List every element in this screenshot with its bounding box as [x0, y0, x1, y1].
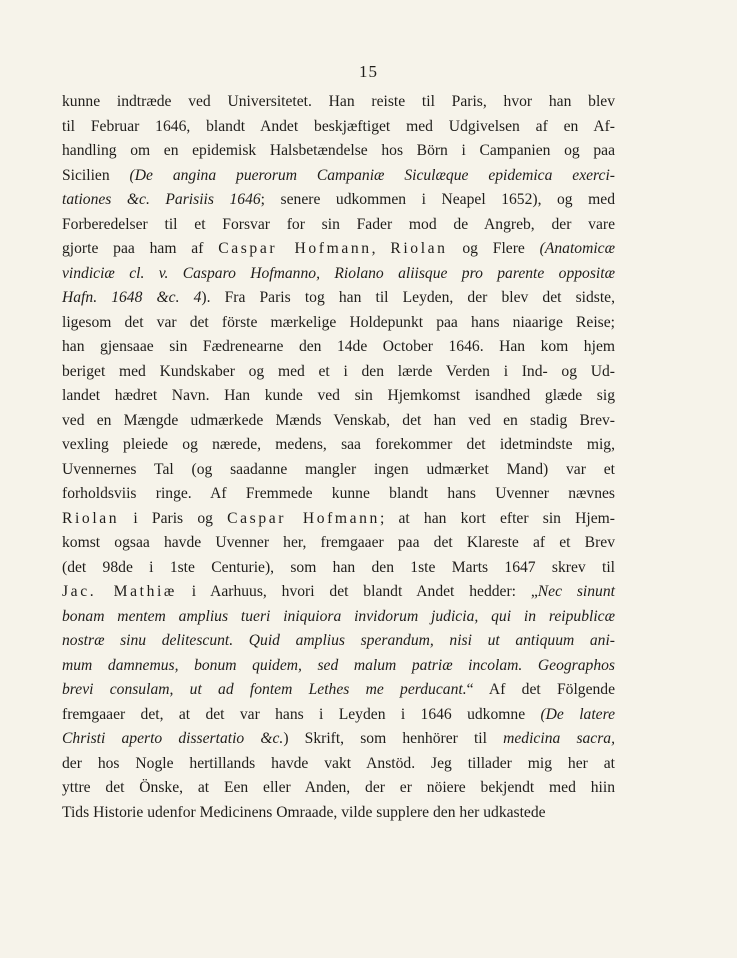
text-segment: han gjensaae sin Fædrenearne den 14de October 1646. Han kom hjem — [62, 338, 615, 355]
text-segment: i Aarhuus, hvori det blandt Andet hedder: „ — [176, 583, 538, 600]
text-line — [62, 335, 615, 360]
text-segment: forholdsviis ringe. Af Fremmede kunne blandt hans Uvenner nævnes — [62, 485, 615, 502]
text-segment: ; senere udkommen i Neapel 1652), og med — [260, 191, 615, 208]
italic-text: Nec sinunt — [537, 583, 615, 600]
italic-text: nostræ sinu delitescunt. Quid amplius sperandum, nisi ut antiquum ani- — [62, 632, 615, 649]
spaced-name: Caspar Hofmann — [218, 240, 372, 257]
text-segment: Forberedelser til et Forsvar for sin Fader mod de Angreb, der vare — [62, 215, 615, 233]
text-segment: landet hædret Navn. Han kunde ved sin Hjemkomst isandhed glæde sig — [62, 387, 615, 404]
text-line — [62, 605, 615, 630]
italic-text: (Anatomicæ — [539, 240, 615, 257]
text-line — [62, 629, 615, 654]
text-segment: , — [371, 240, 391, 257]
text-segment: Tids Historie udenfor Medicinens Omraade, vilde supplere den her udkastede — [62, 803, 546, 821]
text-line — [62, 286, 615, 311]
text-line — [62, 139, 615, 164]
text-segment: ). Fra Paris tog han til Leyden, der blev det sidste, — [201, 289, 615, 306]
text-segment: yttre det Önske, at Een eller Anden, der er nöiere bekjendt med hiin — [62, 779, 615, 796]
text-line — [62, 90, 615, 115]
text-line — [62, 507, 615, 532]
text-segment: vexling pleiede og nærede, medens, saa forekommer det idetmindste mig, — [62, 436, 615, 453]
text-segment: ved en Mængde udmærkede Mænds Venskab, det han ved en stadig Brev- — [62, 411, 615, 429]
text-line — [62, 409, 615, 434]
text-segment: og Flere — [447, 240, 540, 257]
text-line — [62, 580, 615, 605]
text-line — [62, 482, 615, 507]
spaced-name: Riolan — [390, 240, 448, 257]
text-segment: kunne indtræde ved Universitetet. Han reiste til Paris, hvor han blev — [62, 93, 615, 110]
spaced-name: Caspar Hofmann — [227, 509, 380, 527]
text-segment: ) Skrift, som henhörer til — [283, 730, 504, 747]
body-text — [62, 90, 615, 825]
text-segment: (det 98de i 1ste Centurie), som han den 1ste Marts 1647 skrev til — [62, 558, 615, 576]
text-line — [62, 213, 615, 238]
text-segment: ; at han kort efter sin Hjem- — [379, 509, 615, 527]
text-line — [62, 237, 615, 262]
text-segment: til Februar 1646, blandt Andet beskjæftiget med Udgivelsen af en Af- — [62, 117, 615, 135]
italic-text: bonam mentem amplius tueri iniquiora invidorum judicia, qui in reipublicæ — [62, 607, 615, 625]
text-segment: der hos Nogle hertillands havde vakt Anstöd. Jeg tillader mig her at — [62, 754, 615, 772]
italic-text: brevi consulam, ut ad fontem Lethes me perducant. — [62, 681, 467, 698]
italic-text: Christi aperto dissertatio &c. — [62, 730, 284, 747]
text-line — [62, 188, 615, 213]
text-line — [62, 360, 615, 385]
text-line — [62, 703, 615, 728]
italic-text: mum damnemus, bonum quidem, sed malum patriæ incolam. Geographos — [62, 656, 615, 674]
text-segment: fremgaaer det, at det var hans i Leyden i 1646 udkomne — [62, 705, 541, 723]
text-segment: gjorte paa ham af — [62, 240, 219, 257]
text-line — [62, 801, 615, 826]
page-number: 15 — [359, 62, 378, 81]
text-line — [62, 752, 615, 777]
text-segment: “ Af det Fölgende — [466, 681, 616, 698]
text-segment: Uvennernes Tal (og saadanne mangler ingen udmærket Mand) var et — [62, 460, 615, 478]
text-line — [62, 531, 615, 556]
text-line — [62, 727, 615, 752]
italic-text: medicina sacra, — [503, 730, 615, 747]
text-line — [62, 311, 615, 336]
text-line — [62, 678, 615, 703]
text-line — [62, 654, 615, 679]
text-line — [62, 556, 615, 581]
text-line — [62, 458, 615, 483]
italic-text: (De angina puerorum Campaniæ Siculæque epidemica exerci- — [129, 166, 615, 184]
text-segment: handling om en epidemisk Halsbetændelse hos Börn i Campanien og paa — [62, 142, 615, 159]
text-line — [62, 384, 615, 409]
italic-text: tationes &c. Parisiis 1646 — [62, 191, 261, 208]
spaced-name: Jac. Mathiæ — [62, 583, 177, 600]
text-line — [62, 776, 615, 801]
spaced-name: Riolan — [62, 509, 120, 527]
italic-text: (De latere — [540, 705, 615, 723]
italic-text: Hafn. 1648 &c. 4 — [62, 289, 202, 306]
text-line — [62, 433, 615, 458]
text-segment: i Paris og — [119, 509, 228, 527]
text-line — [62, 262, 615, 287]
text-segment: Sicilien — [62, 166, 130, 184]
text-line — [62, 164, 615, 189]
text-segment: komst ogsaa havde Uvenner her, fremgaaer paa det Klareste af et Brev — [62, 534, 615, 551]
text-line — [62, 115, 615, 140]
text-segment: beriget med Kundskaber og med et i den lærde Verden i Ind- og Ud- — [62, 362, 615, 380]
italic-text: vindiciæ cl. v. Casparo Hofmanno, Riolano aliisque pro parente oppositæ — [62, 264, 615, 282]
text-segment: ligesom det var det förste mærkelige Holdepunkt paa hans niaarige Reise; — [62, 313, 615, 331]
